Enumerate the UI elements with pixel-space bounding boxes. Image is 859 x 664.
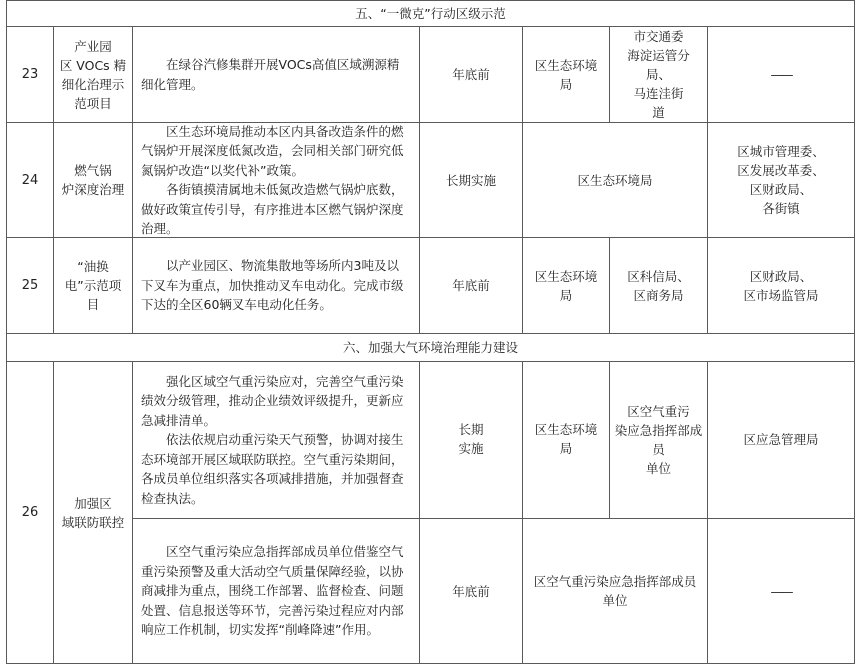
row-number <box>6 27 54 123</box>
row-number-text: 25 <box>21 278 39 293</box>
support-unit-line: 各街镇 <box>762 201 800 216</box>
project-name <box>54 27 133 123</box>
co-unit <box>610 362 708 519</box>
support-unit <box>708 27 855 123</box>
co-unit-line: 区科信局、 <box>627 268 690 284</box>
support-unit-line: 区城市管理委、 <box>737 144 825 159</box>
task-paragraph: 区生态环境局推动本区内具备改造条件的燃气锅炉开展深度低氮改造，会同相关部门研究低氮锅炉改造“以奖代补”政策。 <box>141 123 404 178</box>
project-name-line: 细化治理示 <box>61 76 125 92</box>
task-description <box>133 519 420 664</box>
lead-unit <box>523 519 708 664</box>
deadline-text: 年底前 <box>452 67 490 82</box>
lead-unit-text: 区生态环境局 <box>577 172 653 188</box>
deadline-line: 实施 <box>458 441 484 456</box>
support-unit-line: 区财政局、 <box>749 268 813 284</box>
section-title: 六、加强大气环境治理能力建设 <box>342 340 518 355</box>
deadline-line: 长期 <box>458 422 484 437</box>
row-number-text: 24 <box>21 172 39 188</box>
co-unit <box>610 27 708 123</box>
deadline <box>420 238 523 334</box>
section-header <box>6 0 855 27</box>
support-unit <box>708 238 855 334</box>
support-unit-text: —— <box>770 67 792 82</box>
lead-unit-line: 区空气重污染应急指挥部成员 <box>533 574 697 589</box>
project-name-line: 燃气锅 <box>74 163 112 178</box>
co-unit-line: 马连洼街 <box>633 86 684 101</box>
lead-unit-line: 局 <box>559 287 573 303</box>
support-unit <box>708 123 855 238</box>
lead-unit <box>523 238 610 334</box>
deadline <box>420 27 523 123</box>
co-unit-line: 染应急指挥部成 <box>614 423 703 438</box>
task-description <box>133 362 420 519</box>
co-unit-line: 市交通委 <box>633 29 684 44</box>
lead-unit-line: 单位 <box>602 593 628 608</box>
deadline <box>420 519 523 664</box>
row-number-text: 26 <box>21 505 39 520</box>
row-number <box>6 123 54 238</box>
row-number <box>6 362 54 664</box>
project-name-line: 区 VOCs 精 <box>59 57 127 73</box>
project-name <box>54 362 133 664</box>
support-unit-line: 区市场监管局 <box>743 287 819 303</box>
task-description <box>133 27 420 123</box>
task-paragraph: 强化区域空气重污染应对，完善空气重污染绩效分级管理，推动企业绩效评级提升，更新应急减排清单。 <box>141 373 404 428</box>
support-unit-line: 区发展改革委、 <box>737 163 825 178</box>
project-name-line: 目 <box>86 297 100 312</box>
project-name-line: 范项目 <box>74 95 112 111</box>
co-unit-line: 道 <box>652 105 665 120</box>
support-unit <box>708 362 855 519</box>
co-unit-line: 海淀运管分 <box>627 48 690 63</box>
lead-unit-line: 区生态环境 <box>534 422 598 437</box>
lead-unit-line: 局 <box>559 76 573 92</box>
co-unit-line: 区空气重污 <box>627 404 690 419</box>
co-unit-line: 局、 <box>645 67 671 82</box>
project-name-line: “油换 <box>77 259 109 274</box>
section-title: 五、“一微克”行动区级示范 <box>355 6 506 21</box>
lead-unit-line: 区生态环境 <box>534 57 598 73</box>
support-unit-line: 区财政局、 <box>749 182 813 197</box>
lead-unit-line: 区生态环境 <box>534 268 598 284</box>
support-unit <box>708 519 855 664</box>
task-paragraph: 区空气重污染应急指挥部成员单位借鉴空气重污染预警及重大活动空气质量保障经验，以协商减排为重点，围绕工作部署、监督检查、问题处置、信息报送等环节，完善污染过程应对内部响应工作机制，切实发挥“削峰降速”作用。 <box>141 544 404 638</box>
lead-unit <box>523 123 708 238</box>
project-name-line: 产业园 <box>74 38 112 54</box>
deadline <box>420 123 523 238</box>
co-unit-line: 员 <box>652 442 665 457</box>
lead-unit <box>523 27 610 123</box>
task-description <box>133 238 420 334</box>
deadline-text: 年底前 <box>452 278 490 293</box>
co-unit <box>610 238 708 334</box>
deadline <box>420 362 523 519</box>
lead-unit-line: 局 <box>559 441 573 456</box>
task-paragraph: 依法依规启动重污染天气预警，协调对接生态环境部开展区域联防联控。空气重污染期间，各成员单位组织落实各项减排措施，并加强督查检查执法。 <box>141 432 404 506</box>
project-name-line: 电”示范项 <box>64 278 122 293</box>
support-unit-text: 区应急管理局 <box>743 432 819 447</box>
co-unit-line: 单位 <box>645 461 671 476</box>
deadline-text: 长期实施 <box>445 172 496 188</box>
task-paragraph: 以产业园区、物流集散地等场所内3吨及以下叉车为重点，加快推动叉车电动化。完成市级下达的全区60辆叉车电动化任务。 <box>141 258 404 313</box>
project-name-line: 域联防联控 <box>61 514 125 530</box>
lead-unit <box>523 362 610 519</box>
task-paragraph: 各街镇摸清属地未低氮改造燃气锅炉底数，做好政策宣传引导，有序推进本区燃气锅炉深度治理。 <box>141 182 404 236</box>
task-paragraph: 在绿谷汽修集群开展VOCs高值区域溯源精细化管理。 <box>141 57 400 92</box>
row-number-text: 23 <box>21 67 39 82</box>
deadline-text: 年底前 <box>452 583 490 599</box>
project-name-line: 炉深度治理 <box>61 182 125 197</box>
project-name-line: 加强区 <box>74 495 112 511</box>
row-number <box>6 238 54 334</box>
project-name <box>54 123 133 238</box>
section-header <box>6 334 855 362</box>
task-description <box>133 123 420 238</box>
support-unit-text: —— <box>770 583 792 599</box>
project-name <box>54 238 133 334</box>
co-unit-line: 区商务局 <box>633 287 684 303</box>
